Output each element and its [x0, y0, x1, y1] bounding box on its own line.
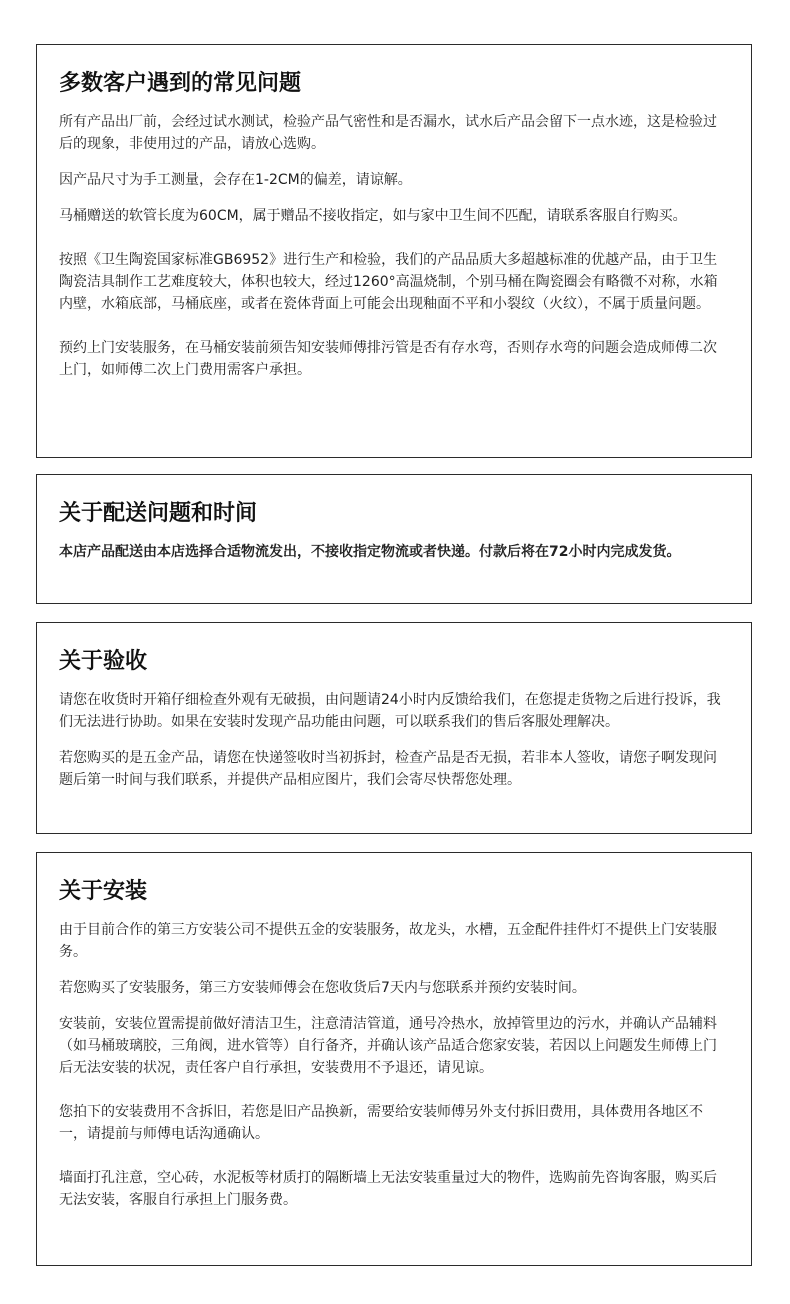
paragraph-wall-drilling: 墙面打孔注意，空心砖，水泥板等材质打的隔断墙上无法安装重量过大的物件，选购前先咨询客服，购买后无法安装，客服自行承担上门服务费。 — [59, 1170, 717, 1208]
paragraph-delivery-policy: 本店产品配送由本店选择合适物流发出，不接收指定物流或者快递。付款后将在72小时内完成发货。 — [59, 544, 681, 560]
section-title: 多数客户遇到的常见问题 — [59, 71, 302, 96]
paragraph-hose-length: 马桶赠送的软管长度为60CM，属于赠品不接收指定，如与家中卫生间不匹配，请联系客服自行购买。 — [59, 208, 687, 224]
faq-section-delivery — [36, 474, 752, 604]
paragraph-installation-booking: 预约上门安装服务，在马桶安装前须告知安装师傅排污管是否有存水弯，否则存水弯的问题会造成师傅二次上门，如师傅二次上门费用需客户承担。 — [59, 340, 717, 378]
paragraph-hardware-check: 若您购买的是五金产品，请您在快递签收时当初拆封，检查产品是否无损，若非本人签收，请您子啊发现问题后第一时间与我们联系，并提供产品相应图片，我们会寄尽快帮您处理。 — [59, 750, 717, 788]
paragraph-install-schedule: 若您购买了安装服务，第三方安装师傅会在您收货后7天内与您联系并预约安装时间。 — [59, 980, 586, 996]
section-title: 关于安装 — [59, 879, 148, 904]
paragraph-inspection: 请您在收货时开箱仔细检查外观有无破损，由问题请24小时内反馈给我们，在您提走货物之后进行投诉，我们无法进行协助。如果在安装时发现产品功能由问题，可以联系我们的售后客服处理解决。 — [59, 692, 721, 730]
paragraph-preinstall-prep: 安装前，安装位置需提前做好清洁卫生，注意清洁管道，通号冷热水，放掉管里边的污水，并确认产品辅料（如马桶玻璃胶，三角阀，进水管等）自行备齐，并确认该产品适合您家安装，若因以上问题发生师傅上门后无法安装的状况，责任客户自行承担，安装费用不予退还，请见谅。 — [59, 1016, 717, 1076]
faq-section-installation — [36, 852, 752, 1266]
paragraph-no-hardware-install: 由于目前合作的第三方安装公司不提供五金的安装服务，故龙头，水槽，五金配件挂件灯不提供上门安装服务。 — [59, 922, 717, 960]
paragraph-size-deviation: 因产品尺寸为手工测量，会存在1-2CM的偏差，请谅解。 — [59, 172, 412, 188]
section-title: 关于验收 — [59, 649, 148, 674]
section-title: 关于配送问题和时间 — [59, 501, 258, 526]
paragraph-quality-standard: 按照《卫生陶瓷国家标准GB6952》进行生产和检验，我们的产品品质大多超越标准的优越产品，由于卫生陶瓷洁具制作工艺难度较大，体积也较大，经过1260°高温烧制，个别马桶在陶瓷圈会有略微不对称，水箱内壁，水箱底部，马桶底座，或者在瓷体背面上可能会出现釉面不平和小裂纹（火纹），不属于质量问题。 — [59, 252, 718, 312]
paragraph-water-test: 所有产品出厂前，会经过试水测试，检验产品气密性和是否漏水，试水后产品会留下一点水迹，这是检验过后的现象，非使用过的产品，请放心选购。 — [59, 114, 717, 152]
faq-section-acceptance — [36, 622, 752, 834]
paragraph-removal-fee: 您拍下的安装费用不含拆旧，若您是旧产品换新，需要给安装师傅另外支付拆旧费用，具体费用各地区不一，请提前与师傅电话沟通确认。 — [59, 1104, 703, 1142]
faq-section-common-issues — [36, 44, 752, 458]
